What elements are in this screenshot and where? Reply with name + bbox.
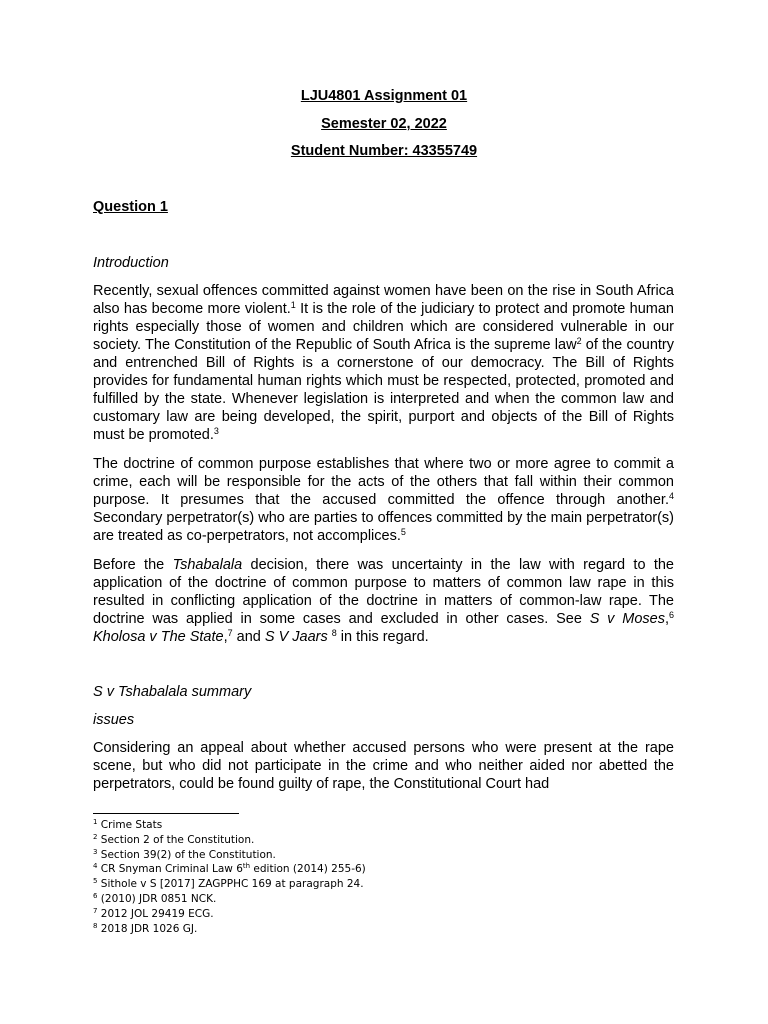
footnote: $^1$ Crime Stats bbox=[93, 818, 163, 831]
footnote: $^8$ 2018 JDR 1026 GJ. bbox=[93, 921, 198, 935]
footnote-ref-3: 3 bbox=[213, 426, 219, 436]
footnote: $^4$ CR Snyman Criminal Law 6th edition (2014) 255-6) bbox=[93, 862, 366, 876]
issues-heading: issues bbox=[93, 712, 135, 728]
intro-paragraph-2: The doctrine of common purpose establishes that where two or more agree to commit a crime, each will be responsible for the acts of the others that fall within their common purpose. It presumes that the accused committed the offence through another.$^4$ Secondary perpetrator(s) who are parties to offences committed by the main perpetrator(s) are treated as co-perpetrators, not accomplices.$^5$ bbox=[93, 456, 674, 544]
intro-paragraph-1: Recently, sexual offences committed against women have been on the rise in South Africa also has become more violent.$^1$ It is the role of the judiciary to protect and promote human rights especially those of women and children which are considered vulnerable in our society. The Constitution of the Republic of South Africa is the supreme law$^2$ of the country and entrenched Bill of Rights is a cornerstone of our democracy. The Bill of Rights provides for fundamental human rights which must be respected, protected, promoted and fulfilled by the state. Whenever legislation is interpreted and when the common law and customary law are being developed, the spirit, purport and objects of the Bill of Rights must be promoted.$^3$ bbox=[93, 283, 674, 443]
footnote: $^7$ 2012 JOL 29419 ECG. bbox=[93, 906, 214, 920]
footnote: $^3$ Section 39(2) of the Constitution. bbox=[93, 847, 276, 861]
introduction-heading: Introduction bbox=[93, 255, 169, 271]
summary-heading: S v Tshabalala summary bbox=[93, 684, 252, 700]
footnote: $^6$ (2010) JDR 0851 NCK. bbox=[93, 891, 217, 905]
case-name: Kholosa v The State bbox=[93, 629, 224, 645]
case-name: S V Jaars bbox=[264, 629, 328, 645]
case-name: Tshabalala bbox=[172, 557, 243, 573]
intro-paragraph-3: Before the Tshabalala decision, there was uncertainty in the law with regard to the application of the doctrine of common purpose to matters of common law rape in this resulted in conflicting application of the doctrine in matters of common-law rape. The doctrine was applied in some cases and excluded in other cases. See S v Moses,$^6$ Kholosa v The State,$^7$ and S V Jaars $^8$ in this regard. bbox=[93, 557, 674, 645]
footnote-ref-5: 5 bbox=[400, 527, 406, 537]
semester-line: Semester 02, 2022 bbox=[321, 116, 447, 132]
footnote: $^5$ Sithole v S [2017] ZAGPPHC 169 at paragraph 24. bbox=[93, 877, 364, 891]
footnote-ref-8: 8 bbox=[331, 628, 337, 638]
footnotes bbox=[93, 818, 493, 936]
footnote: $^2$ Section 2 of the Constitution. bbox=[93, 832, 255, 846]
footnote-ref-4: 4 bbox=[668, 491, 674, 501]
footnote-ref-2: 2 bbox=[576, 336, 582, 346]
footnote-ref-1: 1 bbox=[290, 300, 296, 310]
case-name: S v Moses bbox=[589, 611, 665, 627]
footnote-ref-6: 6 bbox=[668, 610, 674, 620]
footnote-separator bbox=[93, 813, 239, 814]
assignment-title: LJU4801 Assignment 01 bbox=[300, 88, 468, 104]
summary-paragraph-1: Considering an appeal about whether accused persons who were present at the rape scene, but who did not participate in the crime and who neither aided nor abetted the perpetrators, could be found guilty of rape, the Constitutional Court had bbox=[93, 740, 674, 792]
footnote-ref-7: 7 bbox=[227, 628, 233, 638]
student-number-line: Student Number: 43355749 bbox=[290, 143, 478, 159]
question-heading: Question 1 bbox=[93, 199, 168, 215]
